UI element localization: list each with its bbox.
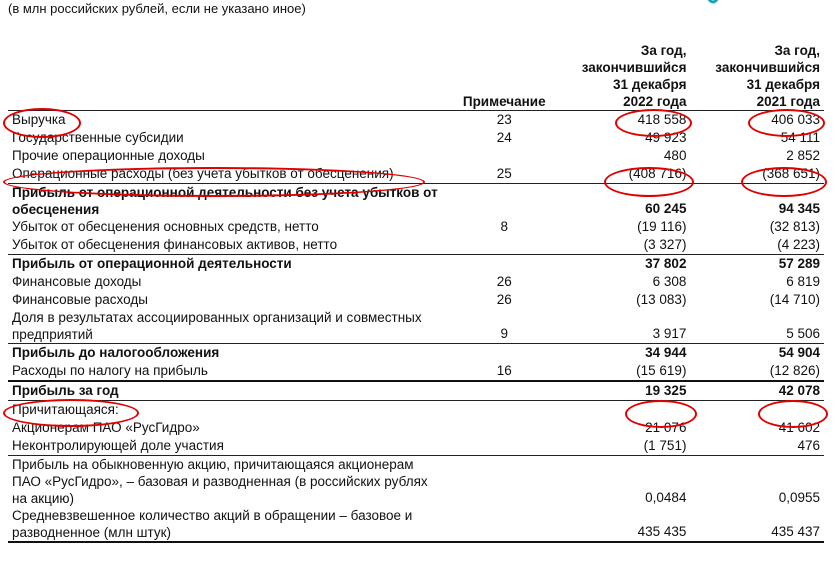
row-note xyxy=(446,456,563,508)
row-label: Операционные расходы (без учета убытков от обесценения) xyxy=(12,166,394,181)
row-label: Финансовые доходы xyxy=(12,274,142,289)
row-value-2021: 5 506 xyxy=(786,326,820,341)
row-value-2021: 94 345 xyxy=(692,184,824,219)
row-note: 16 xyxy=(496,363,512,378)
row-value-2022: 3 917 xyxy=(652,326,687,341)
row-note xyxy=(446,381,563,401)
header-2022-line: 2022 года xyxy=(623,94,687,109)
table-row xyxy=(8,381,824,401)
table-row xyxy=(8,255,824,274)
row-value-2022: (408 716) xyxy=(628,166,687,181)
row-note: 26 xyxy=(496,292,512,307)
table-row xyxy=(8,273,824,291)
row-label: Акционерам ПАО «РусГидро» xyxy=(12,420,200,435)
row-value-2021: (14 710) xyxy=(769,292,820,307)
row-value-2021: 406 033 xyxy=(692,111,824,130)
row-note: 24 xyxy=(496,130,512,145)
header-2022 xyxy=(563,42,693,111)
row-value-2021: 476 xyxy=(797,438,820,453)
row-note xyxy=(446,419,563,437)
row-label: Прибыль от операционной деятельности xyxy=(8,255,446,274)
row-label: Прочие операционные доходы xyxy=(12,148,205,163)
row-value-2022: 60 245 xyxy=(563,184,693,219)
row-label: Прибыль за год xyxy=(8,381,446,401)
row-value-2022: 0,0484 xyxy=(563,456,693,508)
table-row xyxy=(8,309,824,344)
row-value-2021: 41 602 xyxy=(778,420,820,435)
table-row xyxy=(8,419,824,437)
row-label: Убыток от обесценения основных средств, нетто xyxy=(12,219,319,234)
row-value-2021: (368 651) xyxy=(762,166,820,181)
row-label: Выручка xyxy=(8,111,446,130)
row-value-2021: 6 819 xyxy=(786,274,820,289)
row-label: Расходы по налогу на прибыль xyxy=(12,363,208,378)
row-value-2022: 6 308 xyxy=(652,274,687,289)
row-value-2022: (1 751) xyxy=(643,438,687,453)
header-2021-line: 2021 года xyxy=(756,94,820,109)
row-label: Доля в результатах ассоциированных организаций и совместных предприятий xyxy=(12,310,422,342)
row-value-2021: 54 904 xyxy=(692,344,824,363)
header-2021-line: закончившийся xyxy=(715,60,820,75)
row-note: 8 xyxy=(500,219,508,234)
row-value-2021: 435 437 xyxy=(692,507,824,542)
header-label-cell xyxy=(8,42,446,111)
row-note xyxy=(446,507,563,542)
header-2021-line: 31 декабря xyxy=(746,77,820,92)
header-2022-line: закончившийся xyxy=(581,60,687,75)
row-note xyxy=(446,147,563,165)
row-value-2021: (4 223) xyxy=(777,237,820,252)
row-value-2022 xyxy=(563,401,693,420)
table-row xyxy=(8,291,824,309)
row-label: Государственные субсидии xyxy=(12,130,184,145)
row-value-2021: 2 852 xyxy=(786,148,820,163)
table-row xyxy=(8,456,824,508)
row-value-2021: 0,0955 xyxy=(692,456,824,508)
row-value-2022: (13 083) xyxy=(636,292,687,307)
table-row xyxy=(8,218,824,236)
table-row xyxy=(8,362,824,381)
header-2021-line: За год, xyxy=(774,43,820,58)
row-value-2022: (3 327) xyxy=(643,237,687,252)
row-note xyxy=(446,184,563,219)
row-label: Прибыль на обыкновенную акцию, причитающаяся акционерам ПАО «РусГидро», – базовая и разводненная (в российских рублях на акцию) xyxy=(8,456,446,508)
header-note: Примечание xyxy=(462,94,546,109)
table-row xyxy=(8,129,824,147)
units-note: (в млн российских рублей, если не указано иное) xyxy=(8,1,306,16)
table-row xyxy=(8,147,824,165)
row-label: Финансовые расходы xyxy=(12,292,148,307)
row-value-2021: (32 813) xyxy=(769,219,820,234)
row-note xyxy=(446,255,563,274)
table-header-row xyxy=(8,42,824,111)
row-label: Прибыль от операционной деятельности без учета убытков от обесценения xyxy=(8,184,446,219)
table-row xyxy=(8,111,824,130)
row-note: 26 xyxy=(496,274,512,289)
row-note: 25 xyxy=(496,166,512,181)
row-value-2021 xyxy=(692,401,824,420)
row-label: Убыток от обесценения финансовых активов, нетто xyxy=(12,237,338,252)
row-value-2021: (12 826) xyxy=(769,363,820,378)
row-note xyxy=(446,401,563,420)
income-statement-table xyxy=(8,42,824,543)
row-value-2022: 418 558 xyxy=(563,111,693,130)
table-row xyxy=(8,165,824,184)
row-value-2022: 21 076 xyxy=(645,420,687,435)
table-row xyxy=(8,344,824,363)
table-row xyxy=(8,236,824,255)
table-row xyxy=(8,184,824,219)
row-value-2022: 34 944 xyxy=(563,344,693,363)
row-note xyxy=(446,344,563,363)
row-value-2022: 37 802 xyxy=(563,255,693,274)
row-value-2021: 54 111 xyxy=(780,130,820,145)
row-note xyxy=(446,437,563,456)
table-row xyxy=(8,507,824,542)
header-2022-line: 31 декабря xyxy=(613,77,687,92)
table-row xyxy=(8,437,824,456)
row-value-2022: 480 xyxy=(663,148,687,163)
header-2021 xyxy=(692,42,824,111)
row-label: Прибыль до налогообложения xyxy=(8,344,446,363)
row-note: 23 xyxy=(446,111,563,130)
row-value-2022: 49 923 xyxy=(645,130,687,145)
row-note xyxy=(446,236,563,255)
row-value-2022: 19 325 xyxy=(563,381,693,401)
row-value-2021: 57 289 xyxy=(692,255,824,274)
header-2022-line: За год, xyxy=(640,43,687,58)
row-note: 9 xyxy=(500,326,508,341)
row-value-2021: 42 078 xyxy=(692,381,824,401)
row-value-2022: (15 619) xyxy=(636,363,687,378)
row-label: Средневзвешенное количество акций в обращении – базовое и разводненное (млн штук) xyxy=(8,507,446,542)
row-label: Причитающаяся: xyxy=(8,401,446,420)
company-logo-icon xyxy=(706,0,720,4)
row-value-2022: 435 435 xyxy=(563,507,693,542)
row-label: Неконтролирующей доле участия xyxy=(12,438,224,453)
row-value-2022: (19 116) xyxy=(637,219,687,234)
table-row xyxy=(8,401,824,420)
